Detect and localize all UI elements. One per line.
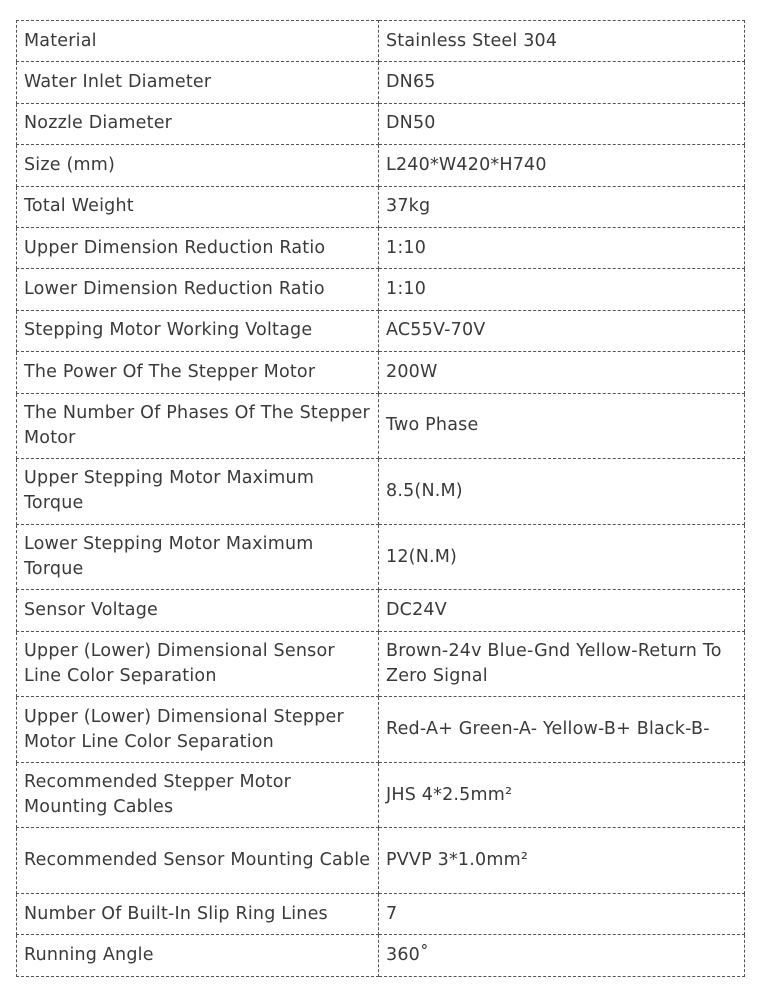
table-row xyxy=(17,828,745,894)
table-row xyxy=(17,310,745,351)
spec-label: Upper (Lower) Dimensional Sensor Line Color Separation xyxy=(17,631,379,697)
spec-value: 7 xyxy=(379,894,745,935)
spec-label: Recommended Stepper Motor Mounting Cables xyxy=(17,762,379,828)
spec-value: DN50 xyxy=(379,103,745,144)
spec-label: Nozzle Diameter xyxy=(17,103,379,144)
spec-value: Stainless Steel 304 xyxy=(379,21,745,62)
table-row xyxy=(17,459,745,525)
table-row xyxy=(17,590,745,631)
table-row xyxy=(17,21,745,62)
table-row xyxy=(17,352,745,393)
spec-table xyxy=(16,20,745,977)
spec-value: 12(N.M) xyxy=(379,524,745,590)
table-row xyxy=(17,631,745,697)
spec-label: Water Inlet Diameter xyxy=(17,62,379,103)
spec-value: JHS 4*2.5mm² xyxy=(379,762,745,828)
spec-value: PVVP 3*1.0mm² xyxy=(379,828,745,894)
spec-value: 8.5(N.M) xyxy=(379,459,745,525)
spec-label: Total Weight xyxy=(17,186,379,227)
table-row xyxy=(17,894,745,935)
spec-label: Lower Stepping Motor Maximum Torque xyxy=(17,524,379,590)
spec-value: DC24V xyxy=(379,590,745,631)
spec-value: Brown-24v Blue-Gnd Yellow-Return To Zero Signal xyxy=(379,631,745,697)
spec-label: Upper Dimension Reduction Ratio xyxy=(17,227,379,268)
table-row xyxy=(17,62,745,103)
table-row xyxy=(17,269,745,310)
spec-label: Size (mm) xyxy=(17,145,379,186)
spec-label: Upper (Lower) Dimensional Stepper Motor Line Color Separation xyxy=(17,697,379,763)
spec-label: Material xyxy=(17,21,379,62)
spec-value: AC55V-70V xyxy=(379,310,745,351)
table-row xyxy=(17,227,745,268)
table-row xyxy=(17,186,745,227)
spec-value: 37kg xyxy=(379,186,745,227)
spec-label: Recommended Sensor Mounting Cable xyxy=(17,828,379,894)
spec-value: 200W xyxy=(379,352,745,393)
spec-value: 1:10 xyxy=(379,227,745,268)
spec-label: Stepping Motor Working Voltage xyxy=(17,310,379,351)
spec-label: Number Of Built-In Slip Ring Lines xyxy=(17,894,379,935)
table-row xyxy=(17,393,745,459)
table-row xyxy=(17,935,745,976)
table-row xyxy=(17,697,745,763)
table-row xyxy=(17,762,745,828)
spec-value: 1:10 xyxy=(379,269,745,310)
spec-label: Sensor Voltage xyxy=(17,590,379,631)
table-row xyxy=(17,103,745,144)
table-row xyxy=(17,145,745,186)
spec-label: Lower Dimension Reduction Ratio xyxy=(17,269,379,310)
spec-value: 360˚ xyxy=(379,935,745,976)
spec-label: The Power Of The Stepper Motor xyxy=(17,352,379,393)
spec-value: Red-A+ Green-A- Yellow-B+ Black-B- xyxy=(379,697,745,763)
spec-value: DN65 xyxy=(379,62,745,103)
spec-value: Two Phase xyxy=(379,393,745,459)
spec-value: L240*W420*H740 xyxy=(379,145,745,186)
spec-label: The Number Of Phases Of The Stepper Motor xyxy=(17,393,379,459)
spec-label: Upper Stepping Motor Maximum Torque xyxy=(17,459,379,525)
spec-label: Running Angle xyxy=(17,935,379,976)
table-row xyxy=(17,524,745,590)
